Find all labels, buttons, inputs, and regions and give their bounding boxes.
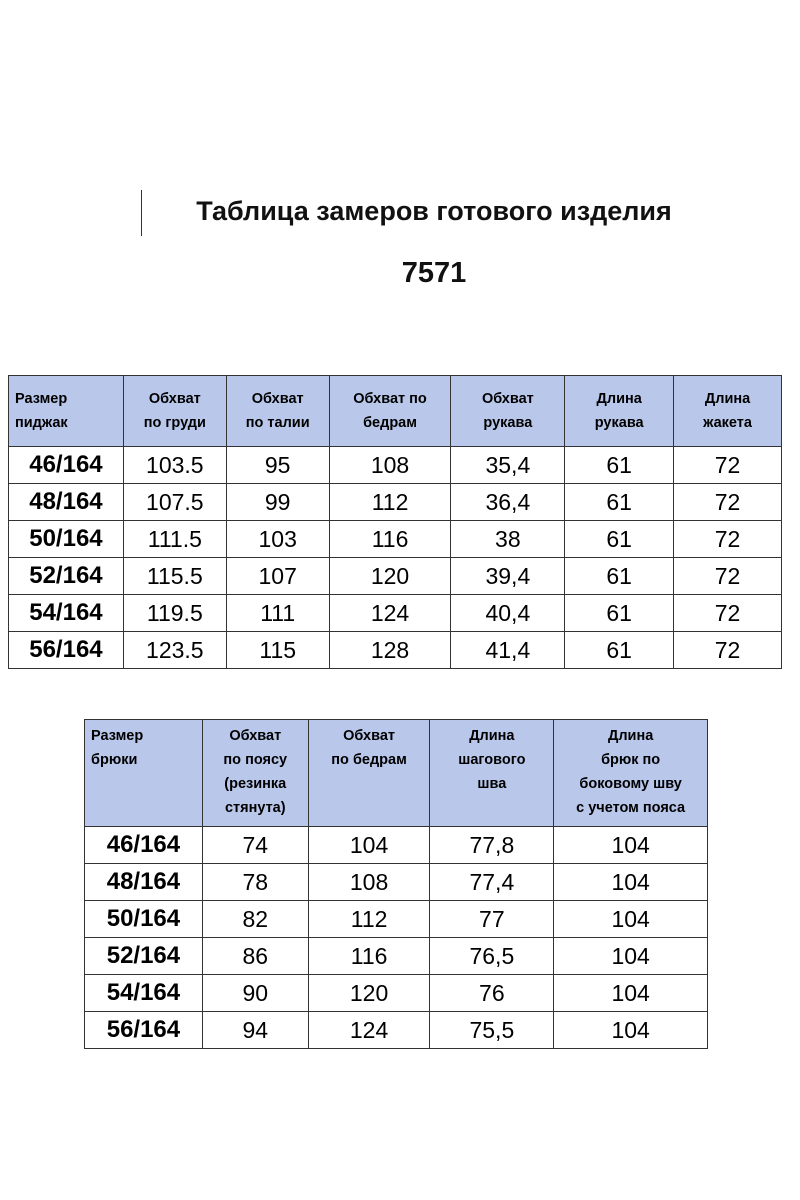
measurement-cell: 116 [329, 521, 451, 558]
measurement-cell: 40,4 [451, 595, 565, 632]
column-header [674, 376, 782, 447]
measurement-cell: 104 [554, 1012, 708, 1049]
header-line: шагового [458, 752, 526, 768]
column-header [565, 376, 674, 447]
measurement-cell: 103.5 [123, 447, 226, 484]
measurement-cell: 61 [565, 632, 674, 669]
header-line: Обхват [251, 391, 304, 407]
measurement-cell: 76,5 [430, 938, 554, 975]
header-line: Длина [596, 391, 642, 407]
trousers-size-table [84, 719, 708, 1049]
measurement-cell: 115 [226, 632, 329, 669]
measurement-cell: 61 [565, 521, 674, 558]
column-header [202, 720, 308, 827]
measurement-cell: 61 [565, 558, 674, 595]
measurement-cell: 61 [565, 595, 674, 632]
header-line: пиджак [15, 415, 68, 431]
column-header [123, 376, 226, 447]
column-header [9, 376, 124, 447]
header-line: рукава [594, 415, 644, 431]
measurement-cell: 116 [308, 938, 430, 975]
header-line: Обхват [148, 391, 201, 407]
table-row [9, 632, 782, 669]
table-row [85, 1012, 708, 1049]
measurement-cell: 72 [674, 558, 782, 595]
column-header [226, 376, 329, 447]
column-header [85, 720, 203, 827]
size-cell: 48/164 [9, 484, 124, 521]
measurement-cell: 77,8 [430, 827, 554, 864]
table-header-row [85, 720, 708, 827]
header-line: боковому шву [579, 776, 682, 792]
measurement-cell: 128 [329, 632, 451, 669]
measurement-cell: 111.5 [123, 521, 226, 558]
size-cell: 56/164 [85, 1012, 203, 1049]
measurement-cell: 61 [565, 484, 674, 521]
measurement-cell: 124 [329, 595, 451, 632]
measurement-cell: 104 [554, 901, 708, 938]
measurement-cell: 104 [554, 938, 708, 975]
header-line: Размер [15, 391, 68, 407]
column-header [451, 376, 565, 447]
size-cell: 46/164 [9, 447, 124, 484]
measurement-cell: 90 [202, 975, 308, 1012]
measurement-cell: 94 [202, 1012, 308, 1049]
header-line: брюки [91, 752, 138, 768]
measurement-cell: 107.5 [123, 484, 226, 521]
measurement-cell: 108 [329, 447, 451, 484]
measurement-cell: 77 [430, 901, 554, 938]
measurement-cell: 72 [674, 521, 782, 558]
measurement-cell: 107 [226, 558, 329, 595]
measurement-cell: 41,4 [451, 632, 565, 669]
measurement-cell: 77,4 [430, 864, 554, 901]
table-row [9, 558, 782, 595]
measurement-cell: 36,4 [451, 484, 565, 521]
header-line: по бедрам [331, 752, 407, 768]
header-line: Длина [607, 728, 654, 744]
size-cell: 46/164 [85, 827, 203, 864]
measurement-cell: 82 [202, 901, 308, 938]
measurement-cell: 99 [226, 484, 329, 521]
measurement-cell: 72 [674, 632, 782, 669]
size-cell: 50/164 [85, 901, 203, 938]
measurement-cell: 39,4 [451, 558, 565, 595]
column-header [329, 376, 451, 447]
size-cell: 56/164 [9, 632, 124, 669]
header-line: Длина [704, 391, 751, 407]
header-line: (резинка [224, 776, 287, 792]
measurement-cell: 123.5 [123, 632, 226, 669]
column-header [430, 720, 554, 827]
header-line: стянута) [224, 800, 286, 816]
measurement-cell: 74 [202, 827, 308, 864]
size-cell: 50/164 [9, 521, 124, 558]
size-cell: 54/164 [85, 975, 203, 1012]
column-header [554, 720, 708, 827]
header-line: брюк по [601, 752, 661, 768]
header-line: рукава [483, 415, 533, 431]
header-line: по груди [143, 415, 206, 431]
header-line: с учетом пояса [576, 800, 686, 816]
table-row [85, 938, 708, 975]
table-row [9, 484, 782, 521]
size-cell: 54/164 [9, 595, 124, 632]
table-row [85, 827, 708, 864]
measurement-cell: 120 [308, 975, 430, 1012]
measurement-cell: 78 [202, 864, 308, 901]
size-cell: 52/164 [9, 558, 124, 595]
measurement-cell: 61 [565, 447, 674, 484]
measurement-cell: 38 [451, 521, 565, 558]
model-number: 7571 [401, 257, 467, 289]
measurement-cell: 115.5 [123, 558, 226, 595]
measurement-cell: 86 [202, 938, 308, 975]
measurement-cell: 104 [554, 975, 708, 1012]
table-header-row [9, 376, 782, 447]
header-line: Обхват по [353, 391, 427, 407]
measurement-cell: 72 [674, 595, 782, 632]
measurement-cell: 95 [226, 447, 329, 484]
table-row [85, 901, 708, 938]
table-row [9, 447, 782, 484]
header-line: Обхват [229, 728, 282, 744]
table-row [85, 864, 708, 901]
header-line: бедрам [363, 415, 417, 431]
measurement-cell: 119.5 [123, 595, 226, 632]
measurement-cell: 112 [308, 901, 430, 938]
measurement-cell: 120 [329, 558, 451, 595]
size-cell: 48/164 [85, 864, 203, 901]
measurement-cell: 124 [308, 1012, 430, 1049]
header-line: по поясу [223, 752, 288, 768]
measurement-cell: 108 [308, 864, 430, 901]
measurement-cell: 35,4 [451, 447, 565, 484]
measurement-cell: 104 [554, 864, 708, 901]
measurement-cell: 112 [329, 484, 451, 521]
column-header [308, 720, 430, 827]
header-line: Длина [469, 728, 515, 744]
table-row [85, 975, 708, 1012]
measurement-cell: 111 [226, 595, 329, 632]
header-line: Обхват [481, 391, 534, 407]
measurement-cell: 72 [674, 447, 782, 484]
header-line: Обхват [343, 728, 395, 744]
measurement-cell: 104 [308, 827, 430, 864]
size-cell: 52/164 [85, 938, 203, 975]
header-line: Размер [91, 728, 144, 744]
jacket-size-table [8, 375, 782, 669]
measurement-cell: 72 [674, 484, 782, 521]
table-row [9, 595, 782, 632]
measurement-cell: 103 [226, 521, 329, 558]
header-line: по талии [245, 415, 310, 431]
measurement-cell: 76 [430, 975, 554, 1012]
table-row [9, 521, 782, 558]
measurement-cell: 75,5 [430, 1012, 554, 1049]
document-title: Таблица замеров готового изделия [196, 196, 672, 226]
header-line: шва [477, 776, 507, 792]
measurement-cell: 104 [554, 827, 708, 864]
header-line: жакета [703, 415, 752, 431]
